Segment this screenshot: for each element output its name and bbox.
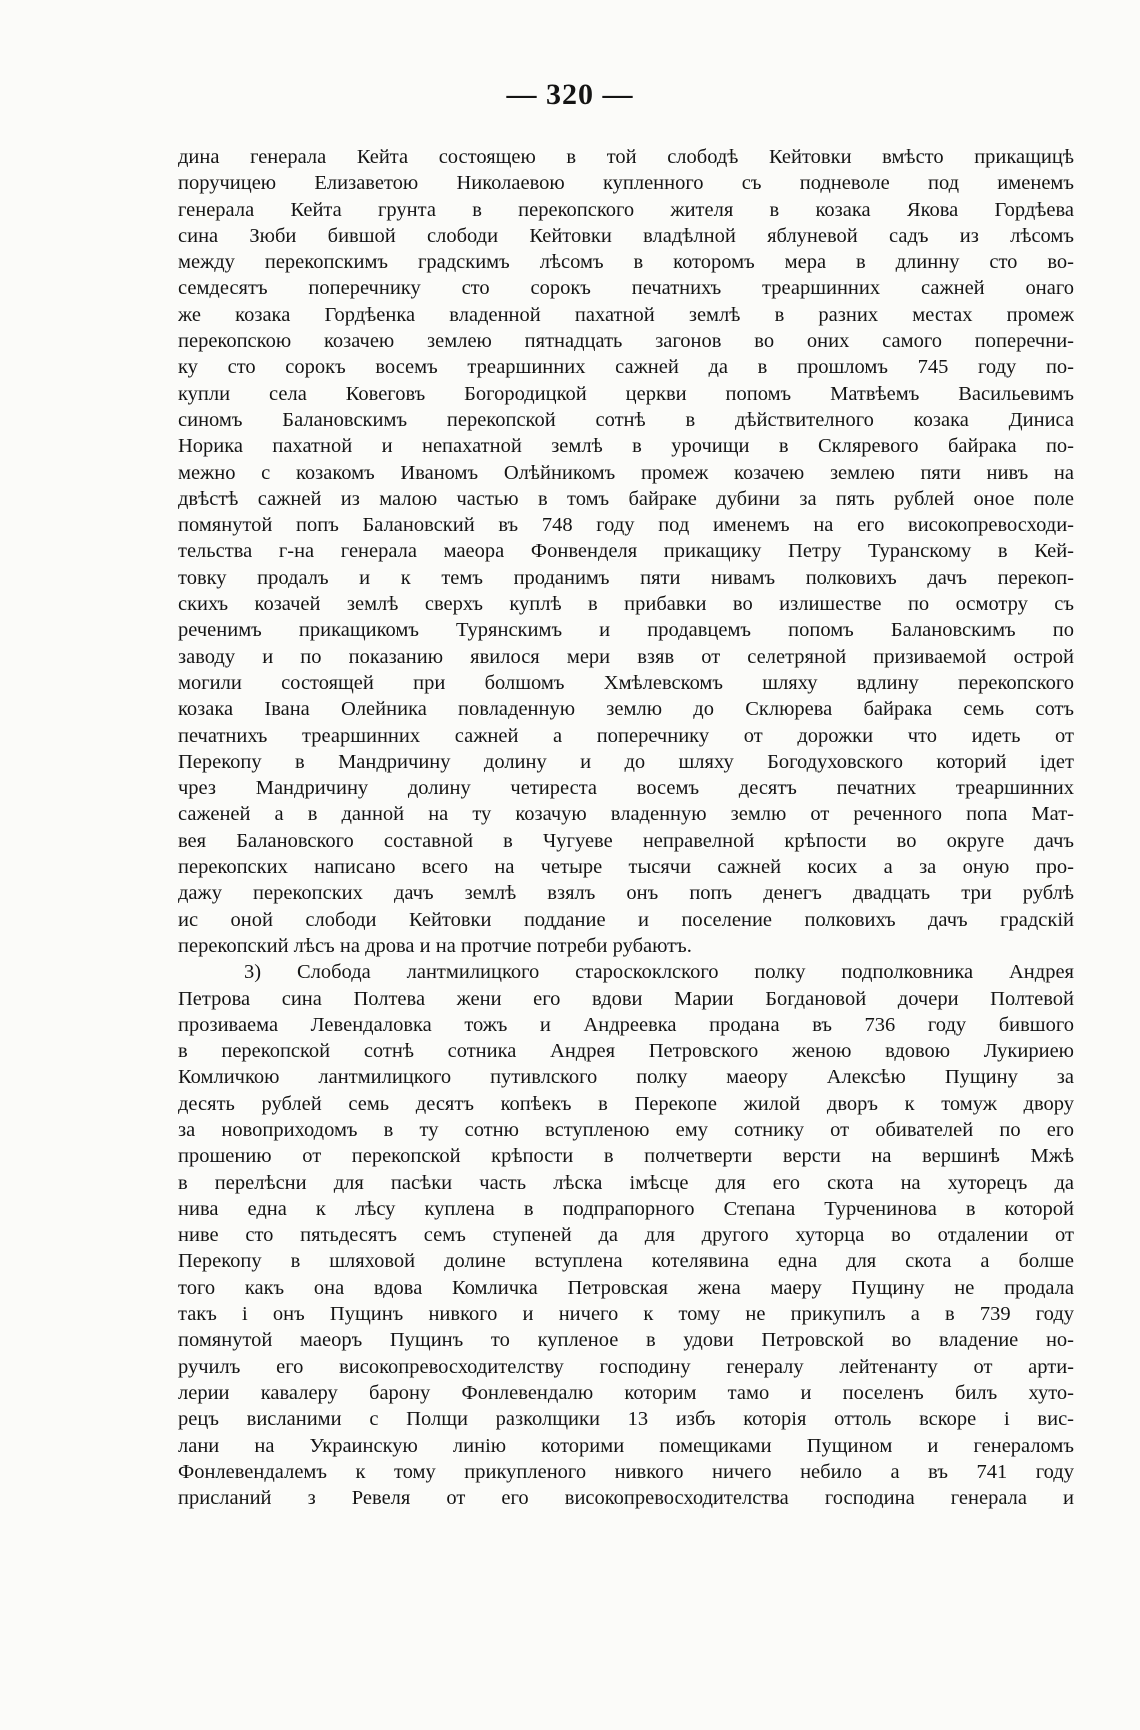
text-line: генерала Кейта грунта в перекопского жителя в козака Якова Гордѣева xyxy=(178,198,1074,221)
text-line: Норика пахатной и непахатной землѣ в урочищи в Склярeвого байрака по- xyxy=(178,435,1074,458)
text-line: тельства г-на генерала маеора Фонвенделя прикащику Петру Туранскому в Кей- xyxy=(178,540,1074,563)
body-text xyxy=(178,144,1074,1511)
text-line: купли села Ковеговъ Богородицкой церкви попомъ Матвѣемъ Васильевимъ xyxy=(178,382,1074,405)
text-line: печатнихъ треаршинних сажней а поперечнику от дорожки что идеть от xyxy=(178,724,1074,747)
text-line: вея Балановского составной в Чугуеве неправелной крѣпости во округе дачъ xyxy=(178,829,1074,852)
text-line: в перелѣсни для пасѣки часть лѣска імѣсце для его скота на хуторецъ да xyxy=(178,1171,1074,1194)
text-line: козака Івана Олейника повладенную землю до Склюрева байрака семь сотъ xyxy=(178,698,1074,721)
text-line: помянутой маеоръ Пущинъ то купленое в удови Петровской во владение но- xyxy=(178,1329,1074,1352)
text-line: такъ і онъ Пущинъ нивкого и ничего к тому не прикупилъ а в 739 году xyxy=(178,1303,1074,1326)
text-line: ручилъ его високопревосходителству господину генералу лейтенанту от арти- xyxy=(178,1355,1074,1378)
text-line: синомъ Балановскимъ перекопской сотнѣ в дѣйствителного козака Диниса xyxy=(178,408,1074,431)
text-line: присланий з Ревеля от его високопревосходителства господина генерала и xyxy=(178,1487,1074,1510)
text-line: чрез Мандричину долину четиреста восемъ десятъ печатних треаршинних xyxy=(178,777,1074,800)
text-line: могили состоящей при болшомъ Хмѣлевскомъ шляху вдлину перекопского xyxy=(178,671,1074,694)
text-line: поручицею Елизаветою Николаевою купленного съ подневоле под именемъ xyxy=(178,172,1074,195)
text-line: того какъ она вдова Комличка Петровская жена маеру Пущину не продала xyxy=(178,1276,1074,1299)
text-line: лерии кавалеру барону Фонлевендалю которим тамо и поселенъ билъ хуто- xyxy=(178,1381,1074,1404)
text-line: дина генерала Кейта состоящею в той слободѣ Кейтовки вмѣсто прикащицѣ xyxy=(178,146,1074,168)
text-line: за новоприходомъ в ту сотню вступленою ему сотнику от обивателей по его xyxy=(178,1118,1074,1141)
text-line: Комличкою лантмилицкого путивлского полку маеору Алексѣю Пущину за xyxy=(178,1066,1074,1089)
text-line: десять рублей семь десятъ копѣекъ в Перекопе жилой дворъ к томуж двору xyxy=(178,1092,1074,1115)
text-line: Фонлевендалемъ к тому прикупленого нивкого ничего небило а въ 741 году xyxy=(178,1460,1074,1483)
text-line: двѣстѣ сажней из малою частью в томъ байраке дубини за пять рублей оное поле xyxy=(178,487,1074,510)
text-line: семдесятъ поперечнику сто сорокъ печатнихъ треаршинних сажней онаго xyxy=(178,277,1074,300)
text-line: прозиваема Левендаловка тожъ и Андреевка продана въ 736 году бившого xyxy=(178,1013,1074,1036)
text-line: помянутой попъ Балановский въ 748 году под именемъ на его високопревосходи- xyxy=(178,514,1074,537)
text-line: реченимъ прикащикомъ Турянскимъ и продавцемъ попомъ Балановскимъ по xyxy=(178,619,1074,642)
text-line: скихъ козачей землѣ сверхъ куплѣ в прибавки во излишестве по осмотру съ xyxy=(178,593,1074,616)
text-line: лани на Украинскую линію которими помещиками Пущином и генераломъ xyxy=(178,1434,1074,1457)
text-line: в перекопской сотнѣ сотника Андрея Петровского женою вдовою Лукириею xyxy=(178,1040,1074,1063)
text-line: прошению от перекопской крѣпости в полчетверти версти на вершинѣ Мжѣ xyxy=(178,1145,1074,1168)
text-line: ниве сто пятьдесятъ семъ ступеней да для другого хуторца во отдалении от xyxy=(178,1224,1074,1247)
text-line: заводу и по показанию явилося мери взяв от селетряной призиваемой острой xyxy=(178,645,1074,668)
text-line: 3) Слобода лантмилицкого староскоклского полку подполковника Андрея xyxy=(244,961,1074,984)
text-line: Петрова сина Полтева жени его вдови Марии Богдановой дочери Полтевой xyxy=(178,987,1074,1010)
text-line: ис оной слободи Кейтовки поддание и поселение полковихъ дачъ градскій xyxy=(178,908,1074,931)
text-line: дажу перекопских дачъ землѣ взялъ онъ попъ денегъ двадцать три рублѣ xyxy=(178,882,1074,905)
text-line: саженей а в данной на ту козачую владенную землю от реченного попа Мат- xyxy=(178,803,1074,826)
page-number: — 320 — xyxy=(506,78,634,111)
text-line: перекопских написано всего на четыре тысячи сажней косих а за оную про- xyxy=(178,856,1074,879)
text-line: между перекопскимъ градскимъ лѣсомъ в которомъ мера в длинну сто во- xyxy=(178,251,1074,274)
text-line: перекопскою козачею землею пятнадцать загонов во оних самого поперечни- xyxy=(178,330,1074,353)
text-line: нива една к лѣсу куплена в подпрапорного Степана Турченинова в которой xyxy=(178,1197,1074,1220)
text-line: товку продалъ и к темъ проданимъ пяти нивамъ полковихъ дачъ перекоп- xyxy=(178,566,1074,589)
text-line: ку сто сорокъ восемъ треаршинних сажней да в прошломъ 745 году по- xyxy=(178,356,1074,379)
text-line: перекопский лѣсъ на дрова и на протчие потреби рубаютъ. xyxy=(178,934,692,957)
text-line: сина Зюби бившой слободи Кейтовки владѣлной яблуневой садъ из лѣсомъ xyxy=(178,224,1074,247)
text-line: Перекопу в шляховой долине вступлена котелявина една для скота а болше xyxy=(178,1250,1074,1273)
text-line: рецъ висланими с Полщи разколщики 13 избъ которія оттоль вскоре і вис- xyxy=(178,1408,1074,1431)
text-line: межно с козакомъ Иваномъ Олѣйникомъ промеж козачею землею пяти нивъ на xyxy=(178,461,1074,484)
text-line: Перекопу в Мандричину долину и до шляху Богодуховского которий ідет xyxy=(178,750,1074,773)
text-line: же козака Гордѣенка владенной пахатной землѣ в разних местах промеж xyxy=(178,303,1074,326)
